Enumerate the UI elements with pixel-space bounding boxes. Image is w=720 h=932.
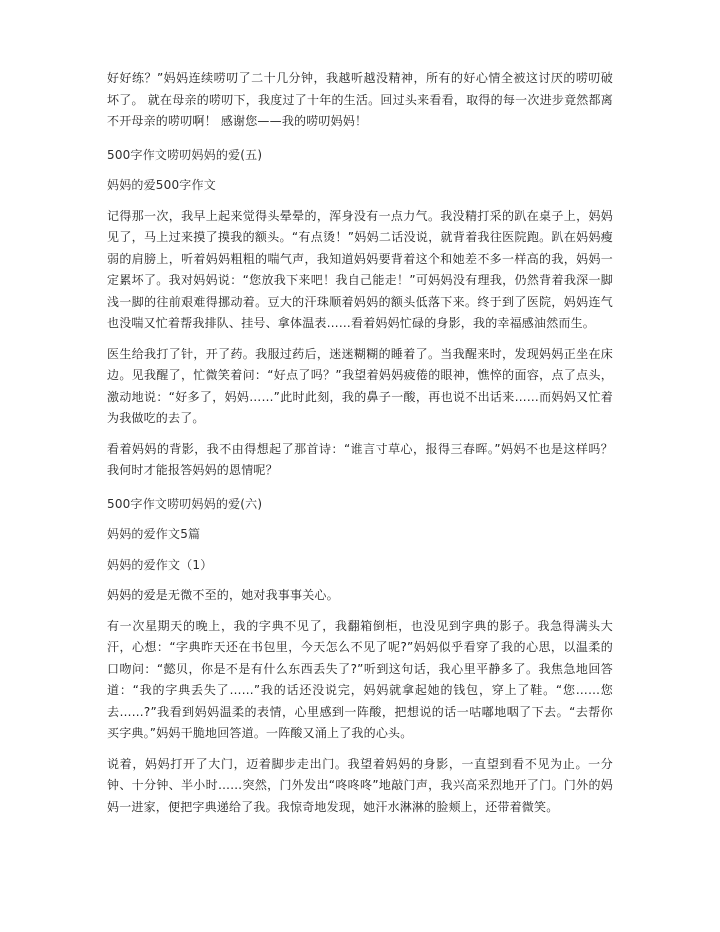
section-heading-6: 500字作文唠叨妈妈的爱(六) <box>107 496 263 511</box>
paragraph-6: 有一次星期天的晚上，我的字典不见了，我翻箱倒柜，也没见到字典的影子。我急得满头大汗，心想：“字典昨天还在书包里，今天怎么不见了呢?”妈妈似乎看穿了我的心思，以温柔的口吻问：“懿贝，你是不是有什么东西丢失了?”听到这句话，我心里平静多了。我焦急地回答道：“我的字典丢失了……”我的话还没说完，妈妈就拿起她的钱包，穿上了鞋。“您……您去……?”我看到妈妈温柔的表情，心里感到一阵酸，把想说的话一咕嘟地咽了下去。“去帮你买字典。”妈妈干脆地回答道。一阵酸又涌上了我的心头。 <box>107 618 613 740</box>
paragraph-1: 好好练？”妈妈连续唠叨了二十几分钟，我越听越没精神，所有的好心情全被这讨厌的唠叨破坏了。 就在母亲的唠叨下，我度过了十年的生活。回过头来看看，取得的每一次进步竟然都离不开母亲的唠叨啊！ 感谢您——我的唠叨妈妈！ <box>107 71 613 128</box>
paragraph-4: 看着妈妈的背影，我不由得想起了那首诗：“谁言寸草心，报得三春晖。”妈妈不也是这样吗？我何时才能报答妈妈的恩情呢？ <box>107 441 613 477</box>
paragraph-7: 说着，妈妈打开了大门，迈着脚步走出门。我望着妈妈的身影，一直望到看不见为止。一分钟、十分钟、半小时……突然，门外发出“咚咚咚”地敲门声，我兴高采烈地开了门。门外的妈妈一进家，便把字典递给了我。我惊奇地发现，她汗水淋淋的脸颊上，还带着微笑。 <box>107 756 613 814</box>
document-body <box>107 68 613 818</box>
essay-subtitle: 妈妈的爱作文（1） <box>107 557 213 572</box>
collection-title: 妈妈的爱作文5篇 <box>107 527 201 541</box>
section-heading-5: 500字作文唠叨妈妈的爱(五) <box>107 147 263 162</box>
article-title: 妈妈的爱500字作文 <box>107 178 216 192</box>
paragraph-3: 医生给我打了针，开了药。我服过药后，迷迷糊糊的睡着了。当我醒来时，发现妈妈正坐在床边。见我醒了，忙微笑着问：“好点了吗？”我望着妈妈疲倦的眼神，憔悴的面容，点了点头，激动地说：“好多了，妈妈……”此时此刻，我的鼻子一酸，再也说不出话来……而妈妈又忙着为我做吃的去了。 <box>107 346 613 425</box>
paragraph-5: 妈妈的爱是无微不至的，她对我事事关心。 <box>107 588 339 602</box>
paragraph-2: 记得那一次，我早上起来觉得头晕晕的，浑身没有一点力气。我没精打采的趴在桌子上，妈妈见了，马上过来摸了摸我的额头。“有点烫！”妈妈二话没说，就背着我往医院跑。趴在妈妈瘦弱的肩膀上，听着妈妈粗粗的喘气声，我知道妈妈要背着这个和她差不多一样高的我，妈妈一定累坏了。我对妈妈说：“您放我下来吧！我自己能走！”可妈妈没有理我，仍然背着我深一脚浅一脚的往前艰难得挪动着。豆大的汗珠顺着妈妈的额头低落下来。终于到了医院，妈妈连气也没喘又忙着帮我排队、挂号、拿体温表……看着妈妈忙碌的身影，我的幸福感油然而生。 <box>107 208 613 330</box>
